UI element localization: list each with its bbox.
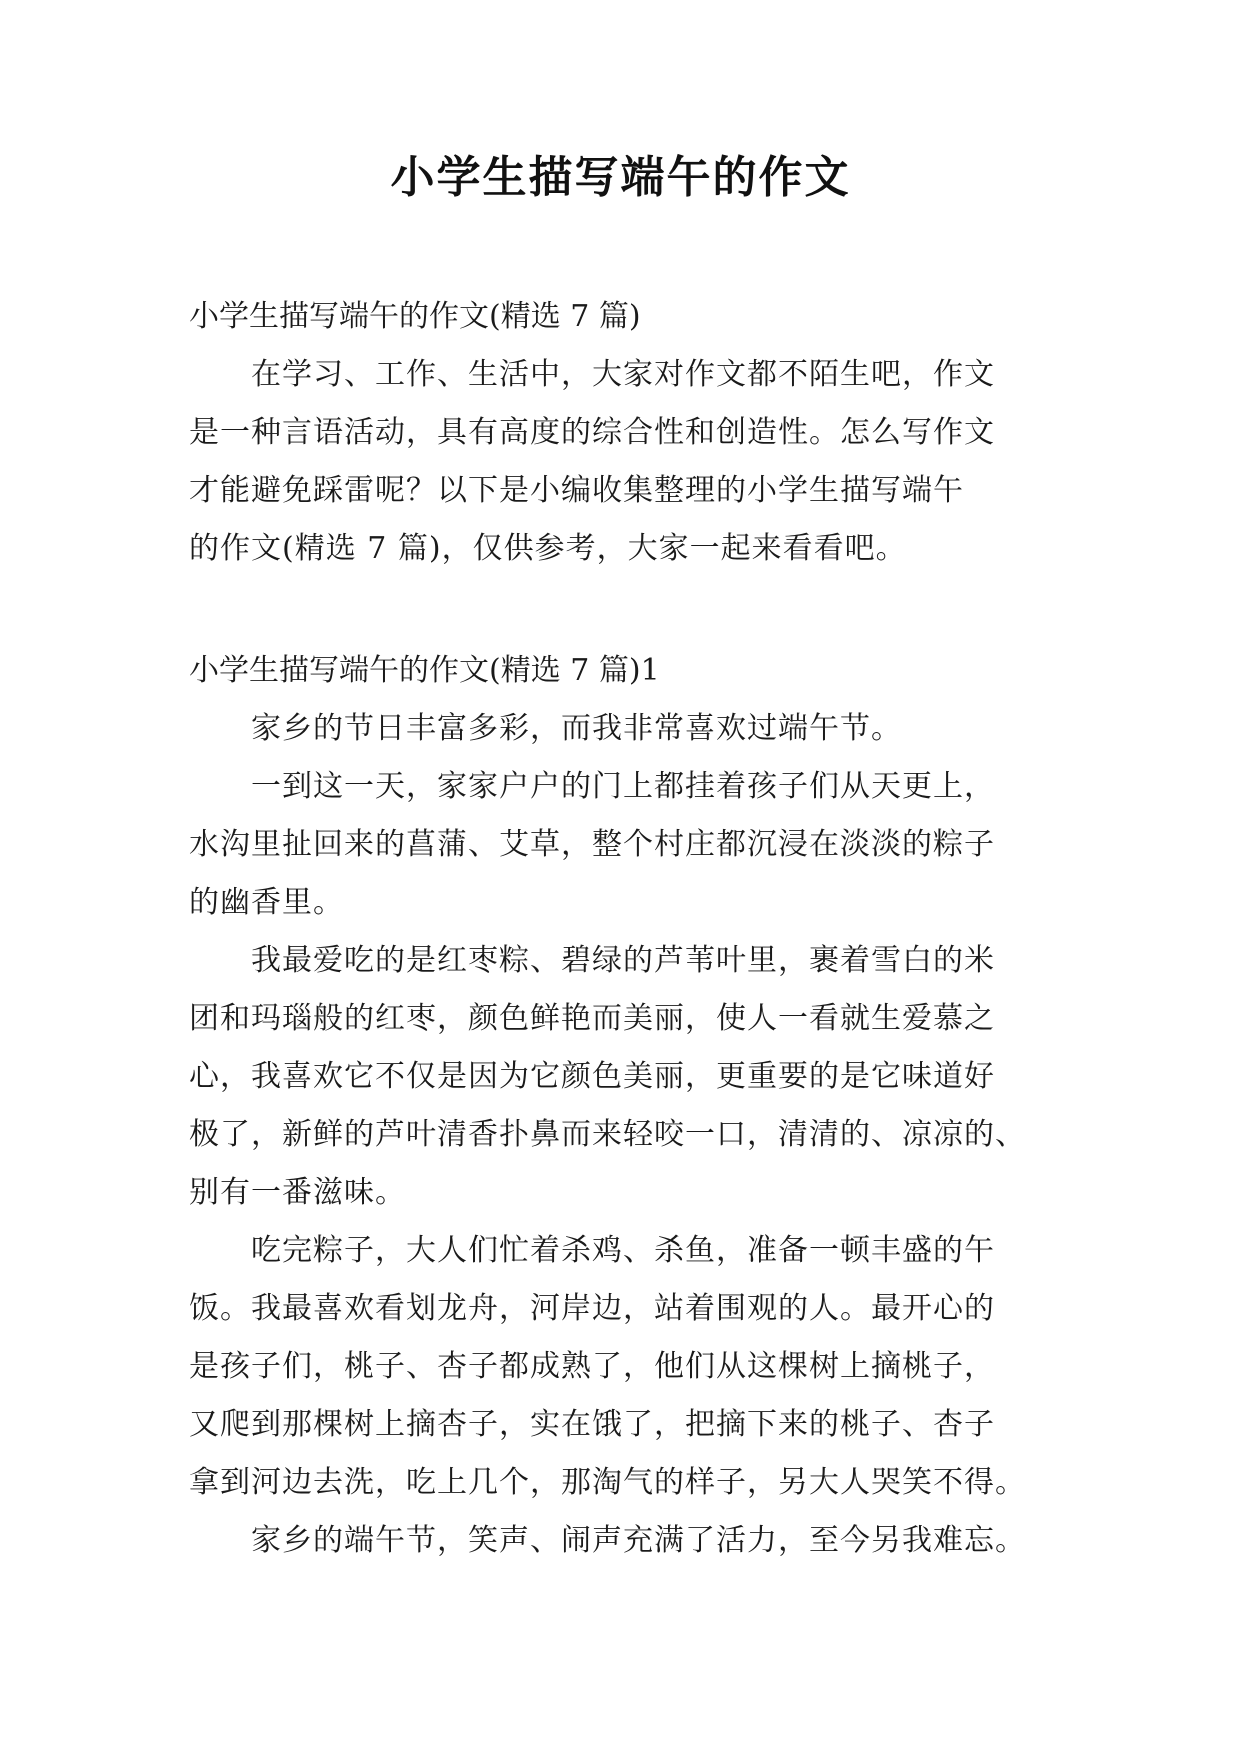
section-body bbox=[189, 700, 1059, 1570]
section-spacer bbox=[189, 578, 1059, 642]
body-line: 一到这一天，家家户户的门上都挂着孩子们从天更上， bbox=[189, 769, 995, 804]
body-line: 水沟里扯回来的菖蒲、艾草，整个村庄都沉浸在淡淡的粽子 bbox=[189, 827, 995, 862]
body-line: 吃完粽子，大人们忙着杀鸡、杀鱼，准备一顿丰盛的午 bbox=[189, 1233, 995, 1268]
section-heading: 小学生描写端午的作文(精选 7 篇)1 bbox=[189, 653, 660, 688]
document-body bbox=[189, 288, 1059, 1570]
body-line: 别有一番滋味。 bbox=[189, 1175, 406, 1210]
intro-line: 在学习、工作、生活中，大家对作文都不陌生吧，作文 bbox=[189, 357, 995, 392]
document-title: 小学生描写端午的作文 bbox=[390, 152, 851, 203]
body-line: 家乡的端午节，笑声、闹声充满了活力，至今另我难忘。 bbox=[189, 1523, 1026, 1558]
document-subtitle: 小学生描写端午的作文(精选 7 篇) bbox=[189, 299, 641, 334]
intro-line: 的作文(精选 7 篇)，仅供参考，大家一起来看看吧。 bbox=[189, 531, 907, 566]
body-line: 饭。我最喜欢看划龙舟，河岸边，站着围观的人。最开心的 bbox=[189, 1291, 995, 1326]
body-line: 团和玛瑙般的红枣，颜色鲜艳而美丽，使人一看就生爱慕之 bbox=[189, 1001, 995, 1036]
body-line: 拿到河边去洗，吃上几个，那淘气的样子，另大人哭笑不得。 bbox=[189, 1465, 1026, 1500]
body-line: 又爬到那棵树上摘杏子，实在饿了，把摘下来的桃子、杏子 bbox=[189, 1407, 995, 1442]
body-line: 家乡的节日丰富多彩，而我非常喜欢过端午节。 bbox=[189, 711, 902, 746]
intro-line: 才能避免踩雷呢？以下是小编收集整理的小学生描写端午 bbox=[189, 473, 964, 508]
body-line: 极了，新鲜的芦叶清香扑鼻而来轻咬一口，清清的、凉凉的、 bbox=[189, 1117, 1026, 1152]
body-line: 的幽香里。 bbox=[189, 885, 344, 920]
intro-paragraph bbox=[189, 346, 1059, 578]
body-line: 是孩子们，桃子、杏子都成熟了，他们从这棵树上摘桃子， bbox=[189, 1349, 995, 1384]
body-line: 心，我喜欢它不仅是因为它颜色美丽，更重要的是它味道好 bbox=[189, 1059, 995, 1094]
body-line: 我最爱吃的是红枣粽、碧绿的芦苇叶里，裹着雪白的米 bbox=[189, 943, 995, 978]
intro-line: 是一种言语活动，具有高度的综合性和创造性。怎么写作文 bbox=[189, 415, 995, 450]
